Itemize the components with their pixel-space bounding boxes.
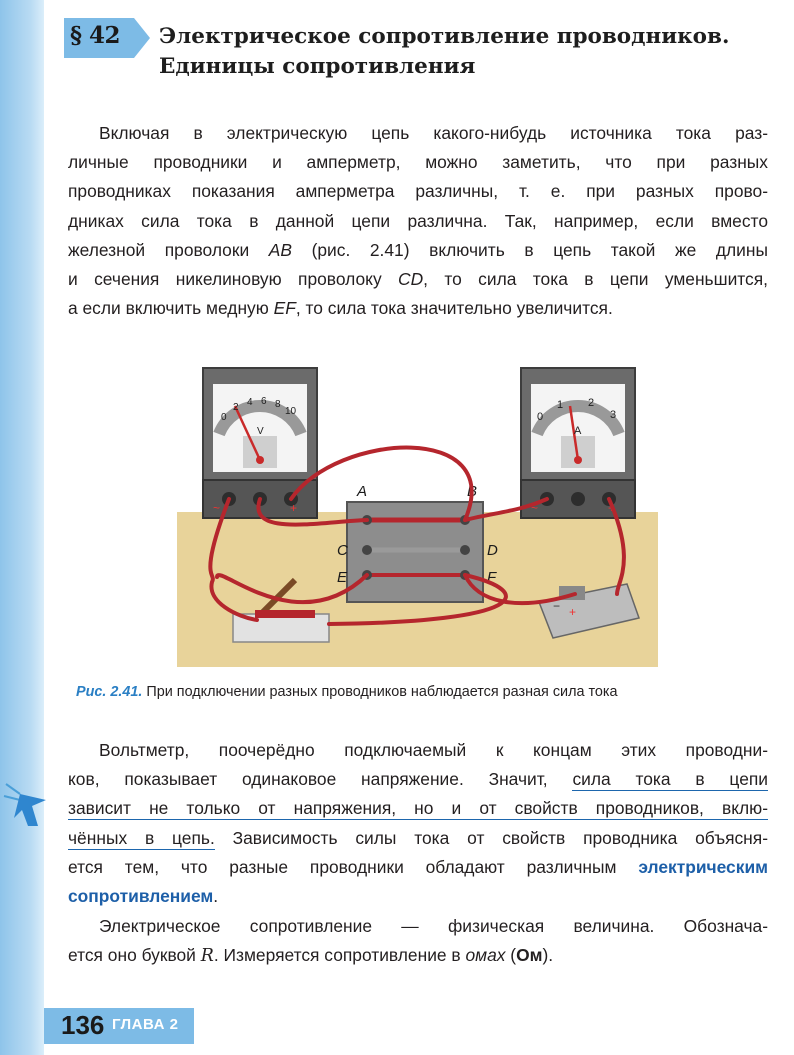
volt-terminal-plus: + — [290, 501, 298, 515]
title-line-1: Электрическое сопротивление проводников. — [159, 24, 730, 49]
volt-tick-8: 8 — [275, 399, 281, 410]
ammeter-device — [521, 368, 635, 518]
amp-terminal-plus: + — [608, 501, 616, 515]
figure-caption — [76, 684, 618, 700]
page-title — [159, 22, 779, 82]
amp-unit: A — [574, 425, 582, 437]
key-statement-part2: зависит не только от напряжения, но и от свойств проводников, вклю- — [68, 798, 768, 819]
key-statement-part3: чённых в цепь. — [68, 827, 215, 848]
label-a: A — [357, 483, 368, 500]
label-f: F — [487, 569, 497, 586]
p3-line-2: ется оно буквой R. Измеряется сопротивление в омах (Ом). — [68, 945, 554, 967]
paragraph-2 — [68, 736, 768, 911]
volt-tick-4: 4 — [247, 397, 253, 408]
paragraph-3 — [68, 912, 768, 971]
label-d: D — [487, 542, 498, 559]
volt-tick-0: 0 — [221, 412, 227, 423]
title-line-2: Единицы сопротивления — [159, 54, 476, 79]
svg-text:+: + — [569, 605, 577, 619]
amp-terminal-minus: ~ — [531, 501, 539, 515]
section-badge — [62, 16, 148, 58]
p1-line-5: железной проволоки AB (рис. 2.41) включить в цепь такой же длины — [68, 239, 768, 260]
p2-line-6: сопротивлением. — [68, 886, 219, 907]
highlight-arrow-icon — [2, 776, 48, 832]
label-b: B — [467, 483, 478, 500]
wire-board — [347, 502, 483, 602]
volt-terminal-minus: ~ — [213, 501, 221, 515]
caption-label: Рис. 2.41. — [76, 684, 143, 700]
p1-line-6: и сечения никелиновую проволоку CD, то сила тока в цепи уменьшится, — [68, 269, 768, 290]
p3-line-1: Электрическое сопротивление — физическая величина. Обознача- — [99, 916, 768, 936]
chapter-label: ГЛАВА 2 — [112, 1016, 179, 1033]
term-resistance: сопротивлением — [68, 886, 214, 907]
p2-line-2: ков, показывает одинаковое напряжение. Значит, сила тока в цепи — [68, 769, 768, 790]
p2-line-4: чённых в цепь. Зависимость силы тока от свойств проводника объясня- — [68, 827, 768, 848]
paragraph-1 — [68, 119, 768, 323]
unit-ohms-word: омах — [465, 945, 506, 966]
label-c: C — [337, 542, 348, 559]
p2-line-1: Вольтметр, поочерёдно подключаемый к концам этих проводни- — [99, 740, 768, 760]
volt-tick-2: 2 — [233, 402, 239, 413]
p1-line-1: Включая в электрическую цепь какого-нибудь источника тока раз- — [99, 123, 768, 143]
circuit-figure — [177, 362, 658, 667]
amp-tick-2: 2 — [588, 397, 595, 409]
label-ef: EF — [273, 298, 296, 319]
voltmeter-device — [203, 368, 317, 518]
volt-tick-6: 6 — [261, 396, 267, 407]
side-strip — [0, 0, 44, 1055]
p1-line-2: личные проводники и амперметр, можно заметить, что при разных — [68, 152, 768, 173]
volt-tick-10: 10 — [285, 406, 297, 417]
circuit-illustration — [177, 362, 658, 667]
p2-line-5: ется тем, что разные проводники обладают различным электрическим — [68, 856, 768, 877]
p1-line-4: дниках сила тока в данной цепи различна. Так, например, если вместо — [68, 210, 768, 231]
label-e: E — [337, 569, 348, 586]
amp-tick-0: 0 — [537, 411, 544, 423]
symbol-r: R — [200, 946, 214, 967]
label-cd: CD — [398, 269, 424, 290]
amp-tick-1: 1 — [557, 399, 564, 411]
label-ab: AB — [268, 239, 292, 260]
volt-unit: V — [257, 426, 264, 437]
svg-text:−: − — [553, 599, 561, 613]
unit-ohm-symbol: Ом — [516, 945, 543, 966]
p2-line-3 — [68, 794, 768, 823]
amp-tick-3: 3 — [610, 409, 617, 421]
caption-text: При подключении разных проводников наблюдается разная сила тока — [142, 684, 618, 700]
term-electric: электрическим — [638, 856, 768, 877]
p1-line-7: а если включить медную EF, то сила тока значительно увеличится. — [68, 298, 613, 319]
section-number: § 42 — [70, 22, 121, 49]
key-statement-part1: сила тока в цепи — [572, 769, 768, 790]
page-number: 136 — [61, 1010, 105, 1040]
p1-line-3: проводниках показания амперметра различны, т. е. при разных прово- — [68, 181, 768, 202]
